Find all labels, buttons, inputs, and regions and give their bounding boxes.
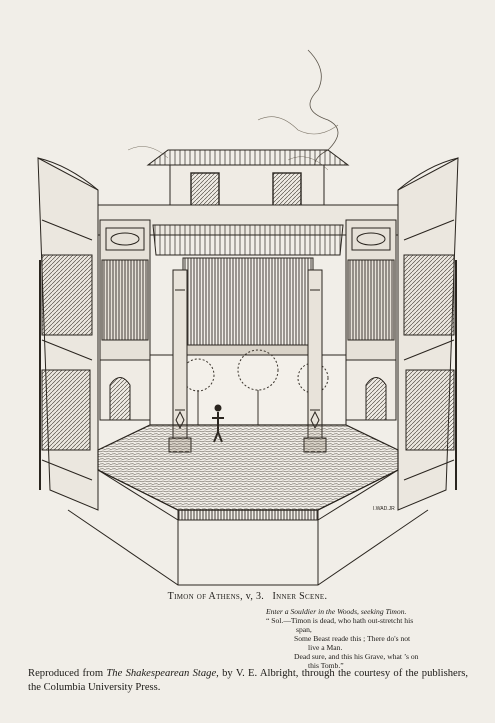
stage-platform: [68, 425, 428, 585]
quote-line-1: “ Sol.—Timon is dead, who hath out-stretcht his: [266, 616, 414, 625]
quote-line-3: Dead sure, and this his Grave, what ’s on: [294, 652, 419, 661]
quote-line-1b: span,: [296, 625, 312, 634]
right-bay: [346, 220, 396, 420]
speaker: “ Sol.: [266, 616, 284, 625]
left-bay: [100, 220, 150, 420]
right-gallery: [398, 158, 458, 510]
reproduction-credit: Reproduced from The Shakespearean Stage, by V. E. Albright, through the courtesy of the publishers, the Columbia University Press.: [28, 668, 468, 693]
play-title: Timon of Athens: [167, 591, 241, 602]
act-scene-reference: , v, 3.: [240, 591, 265, 602]
quote-line-3b: this Tomb.”: [308, 661, 344, 670]
scene-name: Inner Scene.: [272, 591, 328, 602]
quote-line-2b: live a Man.: [308, 643, 343, 652]
artist-signature: I.WAD.JR: [373, 506, 395, 512]
stage-canopy: [153, 225, 343, 255]
stage-direction: Enter a Souldier in the Woods, seeking Timon.: [266, 607, 407, 616]
left-gallery: [38, 158, 98, 510]
quote-line-2: Some Beast reade this ; There do's not: [294, 634, 411, 643]
inner-curtain: [183, 258, 313, 348]
book-title: The Shakespearean Stage,: [106, 668, 219, 679]
stage-illustration: [28, 40, 468, 588]
quotation-block: [266, 607, 466, 670]
figure-caption: [0, 591, 495, 602]
